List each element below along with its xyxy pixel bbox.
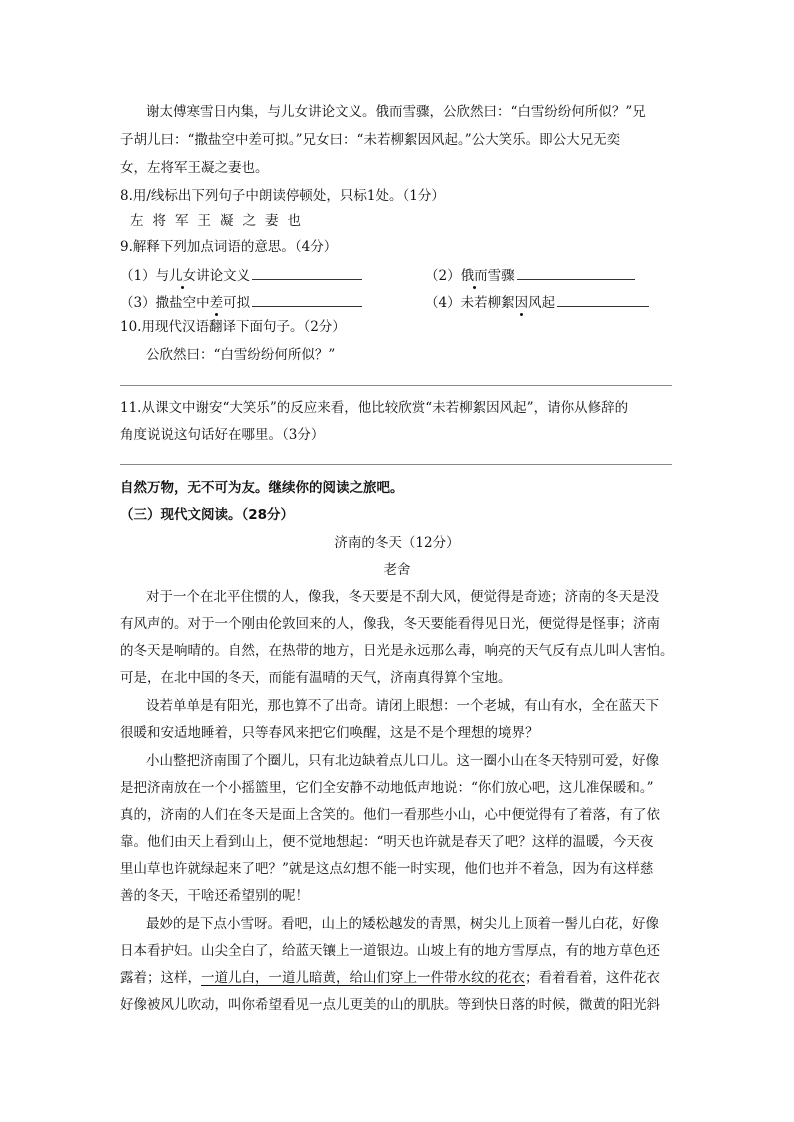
- q9-item-4-prefix: （4）未若柳絮: [425, 295, 515, 311]
- q9-item-3-prefix: （3）撒盐空中: [120, 295, 210, 311]
- essay-p1-line-3: 的冬天是响晴的。自然，在热带的地方，日光是永远那么毒，响亮的天气反有点儿叫人害怕。: [120, 643, 674, 659]
- transition-text: 自然万物，无不可为友。继续你的阅读之旅吧。: [120, 480, 404, 496]
- essay-p3-line-5: 里山草也许就绿起来了吧？”就是这点幻想不能一时实现，他们也并不着急，因为有这样慈: [120, 861, 654, 877]
- essay-underlined-sentence: 一道儿白，一道儿暗黄，给山们穿上一件带水纹的花衣: [201, 970, 525, 986]
- question-11-answer-line[interactable]: [120, 464, 672, 465]
- q9-item-2: [425, 265, 635, 285]
- q9-item-4-dotted-word: 因: [514, 295, 529, 311]
- q9-item-1: [120, 265, 362, 285]
- essay-p4-line-2: 日本看护妇。山尖全白了，给蓝天镶上一道银边。山坡上有的地方雪厚点，有的地方草色还: [120, 943, 660, 959]
- classical-passage-line-2: 子胡儿曰：“撒盐空中差可拟。”兄女曰：“未若柳絮因风起。”公大笑乐。即公大兄无奕: [120, 132, 621, 148]
- question-11-line-1: 11.从课文中谢安“大笑乐”的反应来看，他比较欣赏“未若柳絮因风起”，请你从修辞的: [120, 400, 629, 416]
- essay-p2-line-1: 设若单单是有阳光，那也算不了出奇。请闭上眼想：一个老城，有山有水，全在蓝天下: [146, 698, 659, 714]
- essay-p4-line-3: [120, 969, 660, 987]
- q9-item-2-suffix: 雪骤: [487, 268, 515, 284]
- question-10-answer-line[interactable]: [120, 385, 672, 386]
- essay-p3-line-6: 善的冬天，干啥还希望别的呢！: [120, 888, 309, 904]
- essay-p3-line-4: 靠。他们由天上看到山上，便不觉地想起：“明天也许就是春天了吧？这样的温暖，今天夜: [120, 834, 654, 850]
- q9-item-3-suffix: 可拟: [223, 295, 251, 311]
- essay-p1-line-2: 有风声的。对于一个刚由伦敦回来的人，像我，冬天要能看得见日光，便觉得是怪事；济南: [120, 616, 660, 632]
- classical-passage-line-1: 谢太傅寒雪日内集，与儿女讲论文义。俄而雪骤，公欣然曰：“白雪纷纷何所似？”兄: [146, 104, 646, 120]
- q9-item-4: [425, 292, 649, 312]
- essay-p3-line-2: 是把济南放在一个小摇篮里，它们全安静不动地低声地说：“你们放心吧，这儿准保暖和。”: [120, 780, 654, 796]
- essay-p4-line-3-suffix: ；看着看着，这件花衣: [525, 970, 660, 986]
- q9-item-1-dotted-word: 儿女: [169, 268, 197, 284]
- q9-item-4-suffix: 风起: [528, 295, 556, 311]
- q9-item-2-answer-line[interactable]: [517, 265, 635, 280]
- q9-item-1-prefix: （1）与: [120, 268, 170, 284]
- q9-item-1-answer-line[interactable]: [252, 265, 362, 280]
- essay-p1-line-1: 对于一个在北平住惯的人，像我，冬天要是不刮大风，便觉得是奇迹；济南的冬天是没: [146, 589, 659, 605]
- essay-title: 济南的冬天（12分）: [334, 535, 460, 551]
- q9-item-1-suffix: 讲论文义: [196, 268, 251, 284]
- q9-item-3-dotted-word: 差: [209, 295, 224, 311]
- q9-item-4-answer-line[interactable]: [557, 292, 649, 307]
- q9-item-3-answer-line[interactable]: [252, 292, 362, 307]
- classical-passage-line-3: 女，左将军王凝之妻也。: [120, 160, 269, 176]
- essay-p4-line-4: 好像被风儿吹动，叫你希望看见一点儿更美的山的肌肤。等到快日落的时候，微黄的阳光斜: [120, 997, 660, 1013]
- question-9: 9.解释下列加点词语的意思。（4分）: [120, 239, 338, 255]
- section-3-heading: （三）现代文阅读。（28分）: [120, 507, 295, 523]
- essay-p3-line-1: 小山整把济南围了个圈儿，只有北边缺着点儿口儿。这一圈小山在冬天特别可爱，好像: [146, 753, 659, 769]
- essay-p1-line-4: 可是，在北中国的冬天，而能有温晴的天气，济南真得算个宝地。: [120, 670, 512, 686]
- q9-item-2-prefix: （2）: [425, 268, 461, 284]
- essay-author: 老舍: [383, 562, 411, 578]
- essay-p4-line-3-prefix: 露着；这样，: [120, 970, 201, 986]
- question-10-sentence: 公欣然曰：“白雪纷纷何所似？”: [146, 347, 336, 363]
- question-10: 10.用现代汉语翻译下面句子。（2分）: [120, 319, 346, 335]
- q9-item-2-dotted-word: 俄而: [460, 268, 488, 284]
- question-8: 8.用/线标出下列句子中朗读停顿处，只标1处。（1分）: [120, 188, 445, 204]
- question-8-sentence: 左将军王凝之妻也: [130, 213, 310, 229]
- essay-p4-line-1: 最妙的是下点小雪呀。看吧，山上的矮松越发的青黑，树尖儿上顶着一髻儿白花，好像: [146, 916, 659, 932]
- q9-item-3: [120, 292, 362, 312]
- question-11-line-2: 角度说说这句话好在哪里。（3分）: [120, 427, 325, 443]
- essay-p2-line-2: 很暖和安适地睡着，只等春风来把它们唤醒，这是不是个理想的境界？: [120, 725, 539, 741]
- essay-p3-line-3: 真的，济南的人们在冬天是面上含笑的。他们一看那些小山，心中便觉得有了着落，有了依: [120, 807, 660, 823]
